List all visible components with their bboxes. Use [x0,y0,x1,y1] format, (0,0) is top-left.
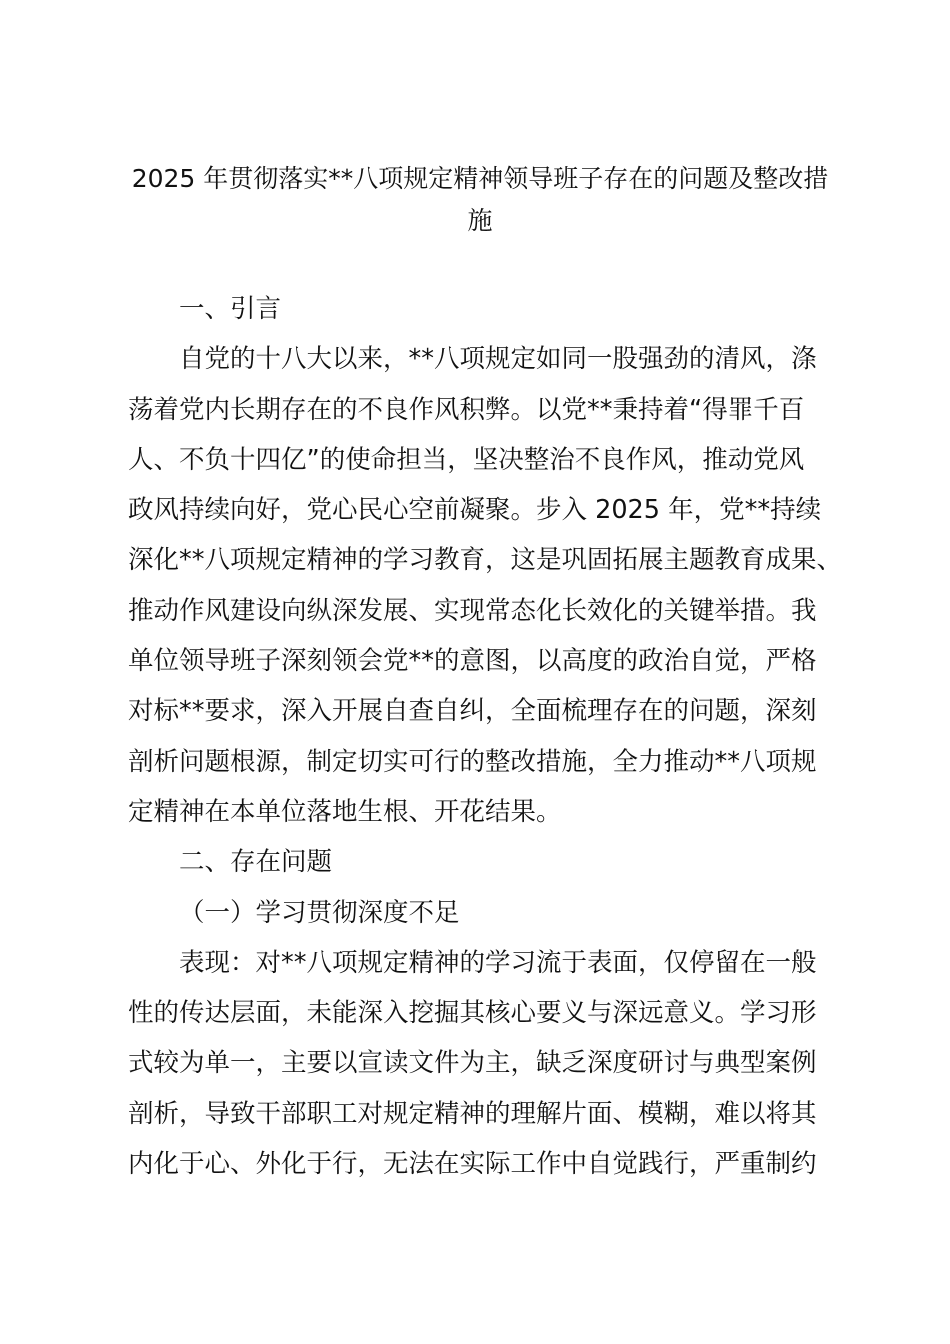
section-heading: 一、引言 [179,294,282,324]
subsection-heading: （一）学习贯彻深度不足 [179,897,460,928]
document-body [128,284,843,1189]
paragraph-line: 荡着党内长期存在的不良作风积弊。以党**秉持着“得罪千百 [128,394,805,425]
paragraph-line: 剖析，导致干部职工对规定精神的理解片面、模糊，难以将其 [128,1098,817,1129]
title-line-1: 2025 年贯彻落实**八项规定精神领导班子存在的问题及整改措 [131,164,829,193]
paragraph-line: 表现：对**八项规定精神的学习流于表面，仅停留在一般 [179,947,817,978]
paragraph-line: 自党的十八大以来，**八项规定如同一股强劲的清风，涤 [179,344,817,375]
paragraph-line: 对标**要求，深入开展自查自纠，全面梳理存在的问题，深刻 [128,696,817,727]
paragraph-line: 式较为单一，主要以宣读文件为主，缺乏深度研讨与典型案例 [128,1048,817,1079]
paragraph-line: 性的传达层面，未能深入挖掘其核心要义与深远意义。学习形 [128,998,817,1029]
paragraph-line: 政风持续向好，党心民心空前凝聚。步入 2025 年，党**持续 [128,495,822,526]
paragraph-line: 单位领导班子深刻领会党**的意图，以高度的政治自觉，严格 [128,646,817,677]
paragraph-line: 定精神在本单位落地生根、开花结果。 [128,796,562,827]
paragraph-line: 推动作风建设向纵深发展、实现常态化长效化的关键举措。我 [128,595,817,626]
paragraph-line: 剖析问题根源，制定切实可行的整改措施，全力推动**八项规 [128,746,817,777]
title-line-2: 施 [467,206,493,235]
paragraph-line: 人、不负十四亿”的使命担当，坚决整治不良作风，推动党风 [128,444,805,475]
paragraph-line: 内化于心、外化于行，无法在实际工作中自觉践行，严重制约 [128,1149,817,1180]
document-title [128,158,832,242]
paragraph-line: 深化**八项规定精神的学习教育，这是巩固拓展主题教育成果、 [128,545,843,576]
section-heading: 二、存在问题 [179,847,333,878]
